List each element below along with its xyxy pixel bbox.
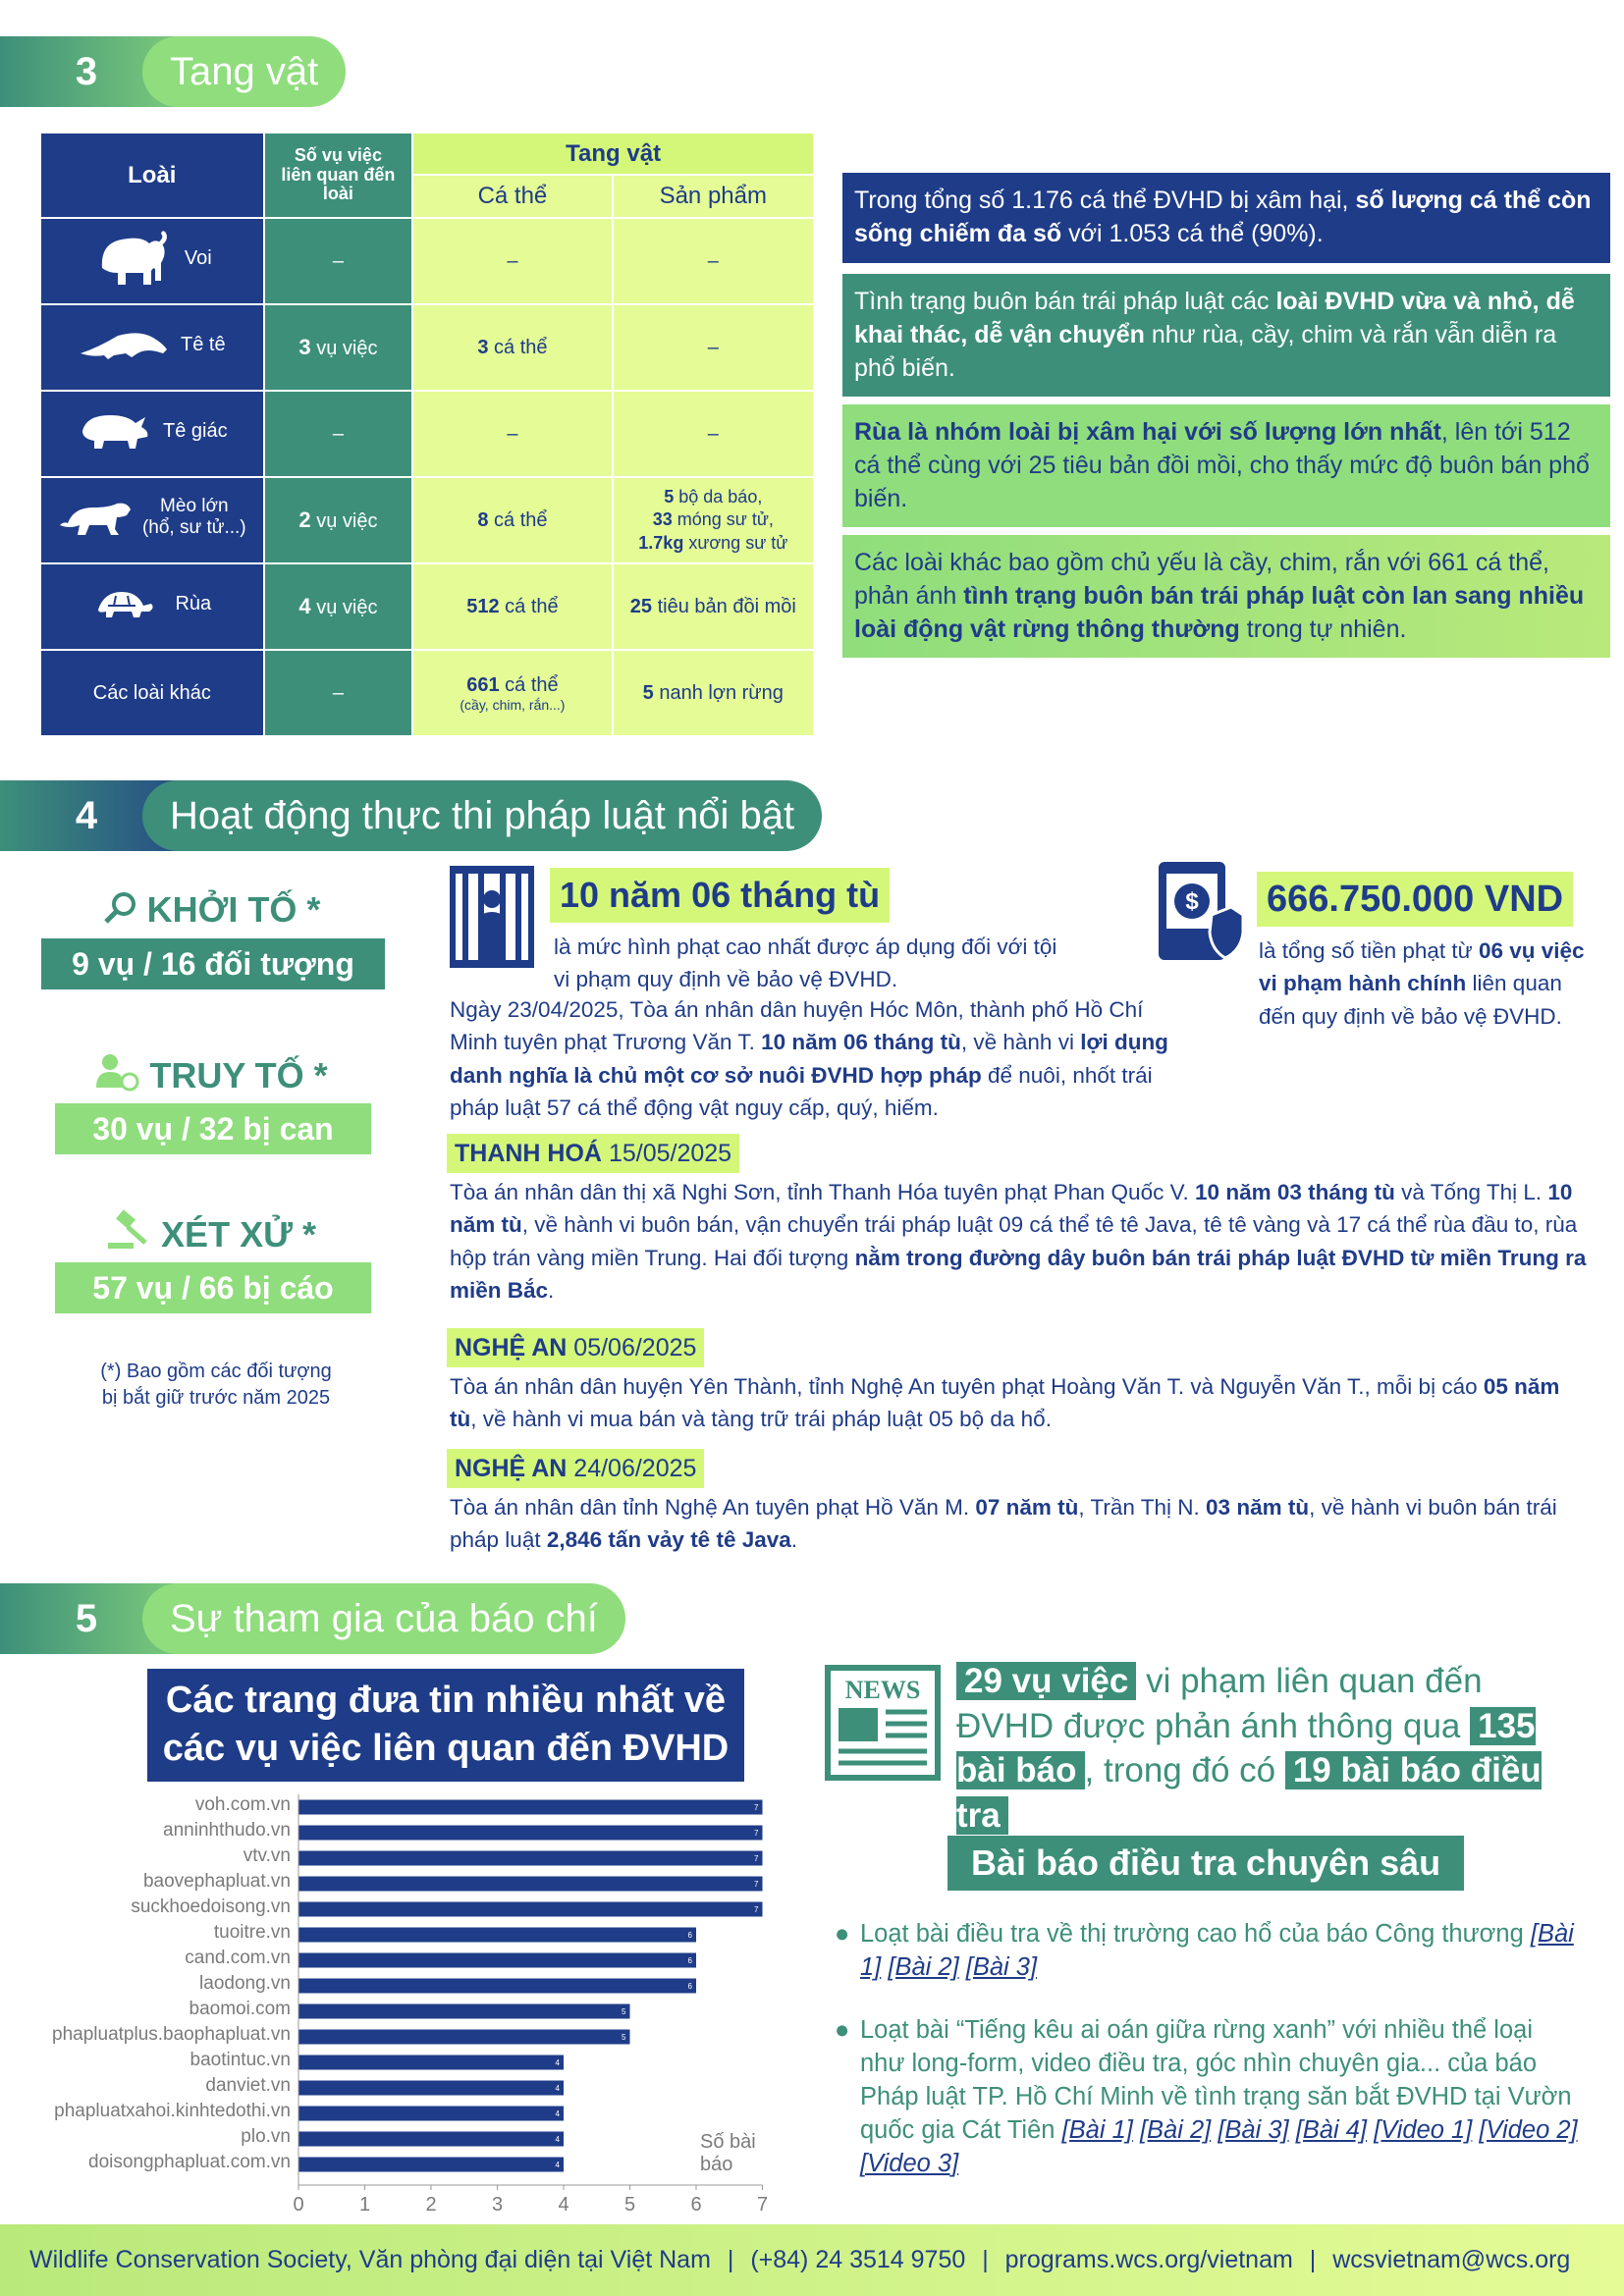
article-link[interactable]: [Bài 4] <box>1295 2115 1368 2144</box>
bar-value-label: 7 <box>754 1880 759 1889</box>
footer <box>0 2224 1624 2296</box>
chart-title: Các trang đưa tin nhiều nhất về các vụ việc liên quan đến ĐVHD <box>147 1669 744 1782</box>
cases-cell: – <box>264 650 413 736</box>
bar <box>298 1902 763 1917</box>
x-tick-label: 4 <box>558 2194 569 2216</box>
bar-value-label: 6 <box>687 1982 692 1991</box>
category-label: laodong.vn <box>199 1973 291 1994</box>
individuals-cell: 3 cá thể <box>412 304 612 391</box>
evidence-table <box>39 132 815 737</box>
category-label: baovephapluat.vn <box>142 1871 291 1892</box>
bar <box>298 2004 630 2019</box>
col-individuals: Cá thể <box>412 175 612 218</box>
bar <box>298 1851 763 1866</box>
video-link[interactable]: [Video 1] <box>1374 2115 1473 2144</box>
press-chart <box>0 1792 776 2216</box>
article-link[interactable]: [Bài 3] <box>965 1952 1038 1981</box>
category-label: anninhthudo.vn <box>163 1820 291 1841</box>
species-label: Mèo lớn (hổ, sư tử...) <box>141 496 246 538</box>
news-icon-text: NEWS <box>844 1676 921 1704</box>
bar <box>298 2132 564 2147</box>
fine-headline: 666.750.000 VND <box>1257 872 1573 927</box>
table-row <box>40 650 814 736</box>
cases-cell: 4 vụ việc <box>264 563 413 650</box>
payment-shield-icon <box>1157 860 1245 964</box>
video-link[interactable]: [Video 3] <box>860 2149 959 2177</box>
cases-cell: – <box>264 391 413 477</box>
case-hoc-mon: Ngày 23/04/2025, Tòa án nhân dân huyện Hóc Môn, thành phố Hồ Chí Minh tuyên phạt Trương Văn T. 10 năm 06 tháng tù, về hành vi lợi dụng danh nghĩa là chủ một cơ sở nuôi ĐVHD hợp pháp để nuôi, nhốt trái pháp luật 57 cá thể động vật nguy cấp, quý, hiếm. <box>450 997 1168 1120</box>
products-cell: – <box>613 304 814 391</box>
case-nghe-an-1: Tòa án nhân dân huyện Yên Thành, tỉnh Nghệ An tuyên phạt Hoàng Văn T. và Nguyễn Văn T., mỗi bị cáo 05 năm tù, về hành vi mua bán và tàng trữ trái pháp luật 05 bộ da hổ. <box>450 1374 1560 1432</box>
bar-value-label: 4 <box>555 2058 560 2067</box>
info-box-live: Trong tổng số 1.176 cá thể ĐVHD bị xâm hại, số lượng cá thể còn sống chiếm đa số với 1.053 cá thể (90%). <box>842 173 1610 263</box>
article-link[interactable]: [Bài 1] <box>1061 2115 1133 2144</box>
col-evidence: Tang vật <box>412 133 814 175</box>
bar <box>298 1800 763 1815</box>
species-cell <box>40 391 264 477</box>
svg-text:$: $ <box>1185 888 1199 915</box>
bar-value-label: 7 <box>754 1854 759 1863</box>
table-row <box>40 218 814 304</box>
deep-investigation-title: Bài báo điều tra chuyên sâu <box>947 1836 1464 1891</box>
bar-value-label: 6 <box>687 1956 692 1965</box>
category-label: tuoitre.vn <box>213 1922 291 1943</box>
category-label: voh.com.vn <box>194 1794 291 1815</box>
category-label: baotintuc.vn <box>189 2050 291 2070</box>
article-link[interactable]: [Bài 2] <box>1139 2115 1212 2144</box>
rhino-icon <box>77 409 151 453</box>
case-nghe-an-2: Tòa án nhân dân tỉnh Nghệ An tuyên phạt Hồ Văn M. 07 năm tù, Trần Thị N. 03 năm tù, về hành vi buôn bán trái pháp luật 2,846 tấn vảy tê tê Java. <box>450 1495 1557 1553</box>
footer-separator: | <box>727 2246 734 2273</box>
footer-phone: (+84) 24 3514 9750 <box>750 2246 966 2273</box>
x-tick-label: 1 <box>358 2194 371 2216</box>
x-axis-label: Số bài báo <box>700 2131 756 2175</box>
x-tick-label: 0 <box>293 2194 304 2216</box>
bar <box>298 1979 696 1994</box>
col-species: Loài <box>40 133 264 218</box>
table-row <box>40 477 814 563</box>
products-cell: – <box>613 391 814 477</box>
bullet-item: ● Loạt bài điều tra về thị trường cao hổ của báo Công thương [Bài 1] [Bài 2] [Bài 3] <box>835 1920 1574 1981</box>
max-sentence-desc: là mức hình phạt cao nhất được áp dụng đối với tội vi phạm quy định về bảo vệ ĐVHD. <box>554 934 1057 992</box>
products-cell: 5 bộ da báo, 33 móng sư tử, 1.7kg xương sư tử <box>613 477 814 563</box>
bar <box>298 1928 696 1943</box>
person-badge-icon <box>94 1052 139 1092</box>
bar <box>298 2030 630 2045</box>
stat-label: TRUY TỐ * <box>149 1055 328 1095</box>
bullet-item: ● Loạt bài “Tiếng kêu ai oán giữa rừng xanh” với nhiều thể loại như long-form, video điều tra, góc nhìn chuyên gia... của báo Pháp luật TP. Hồ Chí Minh về tình trạng săn bắt ĐVHD tại Vườn quốc gia Cát Tiên [Bài 1] [Bài 2] [Bài 3] [Bài 4] [Video 1] [Video 2] [Video 3] <box>835 2016 1578 2177</box>
table-row <box>40 391 814 477</box>
category-label: plo.vn <box>241 2126 291 2147</box>
footer-separator: | <box>982 2246 989 2273</box>
footer-website[interactable]: programs.wcs.org/vietnam <box>1004 2246 1293 2273</box>
species-label: Tê tê <box>181 333 226 355</box>
species-cell <box>40 218 264 304</box>
products-cell: – <box>613 218 814 304</box>
article-link[interactable]: [Bài 3] <box>1218 2115 1289 2144</box>
col-cases: Số vụ việc liên quan đến loài <box>264 133 413 218</box>
section-title: Hoạt động thực thi pháp luật nổi bật <box>142 780 822 851</box>
category-label: baomoi.com <box>189 1999 291 2019</box>
x-tick-label: 6 <box>690 2194 702 2216</box>
species-cell <box>40 304 264 391</box>
x-tick-label: 5 <box>623 2194 636 2216</box>
case-tag: THANH HOÁ 15/05/2025 <box>447 1134 739 1173</box>
prison-icon <box>450 866 534 968</box>
species-cell: Các loài khác <box>40 650 264 736</box>
stat-value: 9 vụ / 16 đối tượng <box>41 938 385 989</box>
elephant-icon <box>92 224 171 293</box>
press-summary: 29 vụ việc vi phạm liên quan đến ĐVHD được phản ánh thông qua 135 bài báo , trong đó có 19 bài báo điều tra <box>956 1662 1542 1835</box>
stat-label: KHỞI TỐ * <box>146 889 321 930</box>
cases-cell: 3 vụ việc <box>264 304 413 391</box>
bar-value-label: 4 <box>555 2161 560 2169</box>
individuals-cell: – <box>412 218 612 304</box>
category-label: phapluatplus.baophapluat.vn <box>52 2024 291 2045</box>
case-tag: NGHỆ AN 24/06/2025 <box>447 1449 704 1488</box>
section-title: Tang vật <box>142 36 346 107</box>
cases-cell: – <box>264 218 413 304</box>
species-cell <box>40 563 264 650</box>
stat-label: XÉT XỬ * <box>161 1214 316 1255</box>
section-number: 4 <box>75 794 98 837</box>
stat-value: 57 vụ / 66 bị cáo <box>55 1262 371 1313</box>
x-tick-label: 2 <box>425 2194 437 2216</box>
turtle-icon <box>92 586 155 621</box>
case-thanh-hoa: Tòa án nhân dân thị xã Nghi Sơn, tỉnh Thanh Hóa tuyên phạt Phan Quốc V. 10 năm 03 tháng tù và Tống Thị L. 10 năm tù, về hành vi buôn bán, vận chuyển trái pháp luật 09 cá thể tê tê Java, tê tê vàng và 17 cá thể rùa đầu to, rùa hộp trán vàng miền Trung. Hai đối tượng nằm trong đường dây buôn bán trái pháp luật ĐVHD từ miền Trung ra miền Bắc. <box>450 1180 1587 1303</box>
x-tick-label: 7 <box>756 2194 769 2216</box>
individuals-cell: – <box>412 391 612 477</box>
bar-value-label: 4 <box>555 2084 560 2093</box>
bar-value-label: 7 <box>754 1829 759 1838</box>
individuals-cell: 8 cá thể <box>412 477 612 563</box>
fine-desc: là tổng số tiền phạt từ 06 vụ việc vi phạm hành chính liên quan đến quy định về bảo vệ ĐVHD. <box>1259 938 1585 1029</box>
case-tag: NGHỆ AN 05/06/2025 <box>447 1328 704 1367</box>
category-label: doisongphapluat.com.vn <box>88 2152 291 2172</box>
footer-separator: | <box>1309 2246 1317 2273</box>
bar <box>298 1953 696 1968</box>
bar-value-label: 5 <box>622 2007 626 2016</box>
bar-value-label: 6 <box>687 1931 692 1940</box>
video-link[interactable]: [Video 2] <box>1479 2115 1578 2144</box>
pangolin-icon <box>79 328 169 361</box>
products-cell: 5 nanh lợn rừng <box>613 650 814 736</box>
footer-email[interactable]: wcsvietnam@wcs.org <box>1332 2246 1571 2273</box>
bar-value-label: 7 <box>754 1905 759 1914</box>
species-label: Rùa <box>175 592 212 614</box>
bar <box>298 1877 763 1892</box>
table-row <box>40 304 814 391</box>
info-box-other: Các loài khác bao gồm chủ yếu là cầy, chim, rắn với 661 cá thể, phản ánh tình trạng buôn bán trái pháp luật còn lan sang nhiều loài động vật rừng thông thường trong tự nhiên. <box>842 535 1610 658</box>
individuals-cell: 512 cá thể <box>412 563 612 650</box>
big-cat-icon <box>58 496 133 539</box>
individuals-cell: 661 cá thể (cầy, chim, rắn...) <box>412 650 612 736</box>
bar <box>298 2158 564 2172</box>
newspaper-icon <box>825 1665 941 1781</box>
info-box-small-species: Tình trạng buôn bán trái pháp luật các loài ĐVHD vừa và nhỏ, dễ khai thác, dễ vận chuyển như rùa, cầy, chim và rắn vẫn diễn ra phổ biến. <box>842 274 1610 397</box>
col-products: Sản phẩm <box>613 175 814 218</box>
article-link[interactable]: [Bài 1] <box>860 1920 1574 1981</box>
products-cell: 25 tiêu bản đồi mồi <box>613 563 814 650</box>
table-row <box>40 563 814 650</box>
section-number: 5 <box>75 1597 98 1640</box>
species-label: Voi <box>184 246 212 269</box>
bar <box>298 2107 564 2121</box>
search-icon <box>102 890 137 926</box>
cases-cell: 2 vụ việc <box>264 477 413 563</box>
max-sentence-headline: 10 năm 06 tháng tù <box>550 868 890 923</box>
info-box-turtle: Rùa là nhóm loài bị xâm hại với số lượng lớn nhất, lên tới 512 cá thể cùng với 25 tiêu bản đồi mồi, cho thấy mức độ buôn bán phổ biến. <box>842 404 1610 527</box>
footer-org: Wildlife Conservation Society, Văn phòng đại diện tại Việt Nam <box>29 2246 711 2273</box>
stat-footnote: (*) Bao gồm các đối tượng bị bắt giữ trước năm 2025 <box>100 1361 332 1409</box>
bar <box>298 2081 564 2096</box>
bar-value-label: 5 <box>622 2033 626 2042</box>
category-label: suckhoedoisong.vn <box>131 1896 291 1917</box>
gavel-icon <box>106 1211 151 1251</box>
article-link[interactable]: [Bài 2] <box>888 1952 959 1981</box>
section-title: Sự tham gia của báo chí <box>142 1583 625 1654</box>
species-label: Tê giác <box>163 419 228 442</box>
section-number: 3 <box>75 50 98 93</box>
bar <box>298 1826 763 1841</box>
x-tick-label: 3 <box>491 2194 504 2216</box>
category-label: phapluatxahoi.kinhtedothi.vn <box>54 2101 291 2121</box>
species-cell <box>40 477 264 563</box>
bar-value-label: 4 <box>555 2135 560 2144</box>
bar-value-label: 4 <box>555 2109 560 2118</box>
bar <box>298 2056 564 2070</box>
stat-value: 30 vụ / 32 bị can <box>55 1103 371 1154</box>
category-label: vtv.vn <box>243 1845 291 1866</box>
category-label: danviet.vn <box>205 2075 291 2096</box>
bar-value-label: 7 <box>754 1803 759 1812</box>
category-label: cand.com.vn <box>185 1948 291 1968</box>
